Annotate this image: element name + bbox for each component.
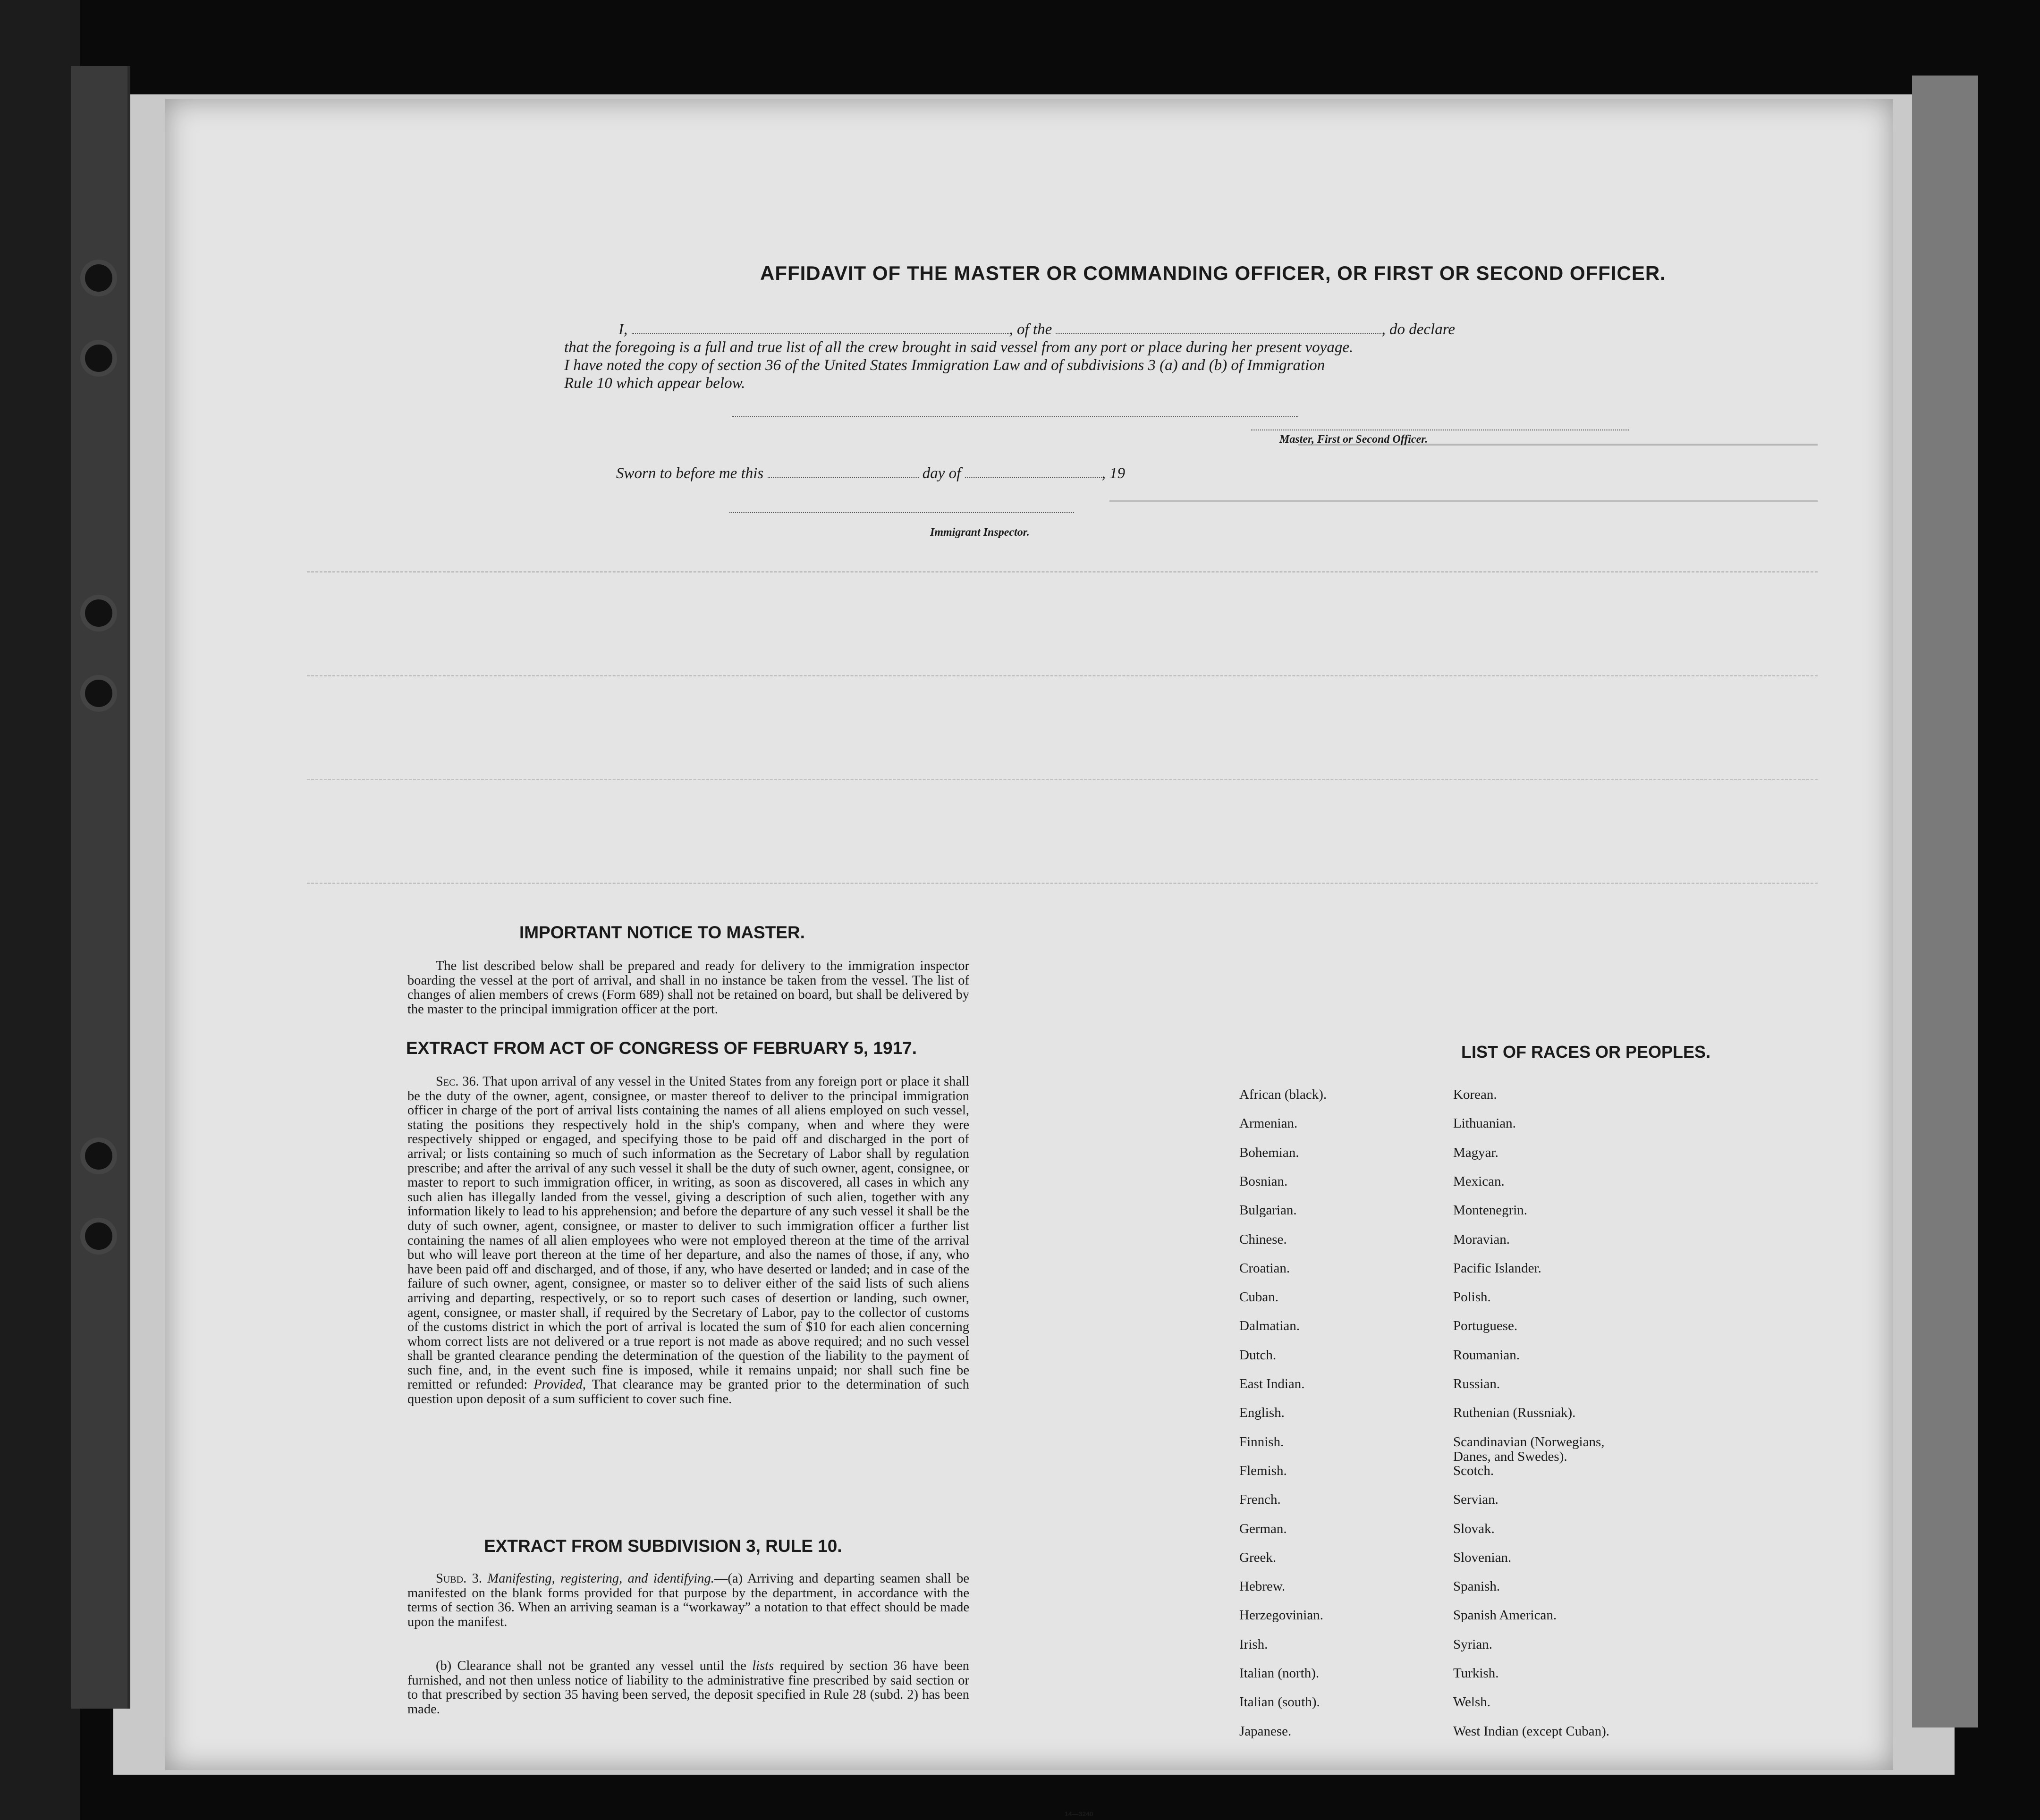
race-item: Lithuanian. [1453, 1116, 1516, 1131]
race-item: Slovenian. [1453, 1550, 1512, 1565]
sworn-line [616, 465, 1125, 482]
sworn-month-field[interactable] [965, 477, 1102, 478]
affidavit-declare-label: , do declare [1381, 321, 1455, 338]
race-item: Scotch. [1453, 1463, 1494, 1478]
race-item: Moravian. [1453, 1231, 1510, 1247]
race-item: Roumanian. [1453, 1347, 1520, 1363]
race-item: Turkish. [1453, 1666, 1499, 1681]
year-label: , 19 [1101, 465, 1126, 482]
race-item: Russian. [1453, 1376, 1500, 1391]
subd-heading: Manifesting, registering, and identifying. [487, 1571, 714, 1586]
affidavit-i-label: I, [618, 321, 628, 338]
binder-edge [0, 0, 80, 1820]
inspector-signature-line[interactable] [729, 512, 1074, 513]
affidavit-line-4: Rule 10 which appear below. [564, 375, 745, 392]
race-item: Hebrew. [1239, 1579, 1286, 1594]
subd-b-lists: lists [752, 1659, 774, 1673]
form-number: 14—3240 [1065, 1810, 1093, 1818]
race-item: Flemish. [1239, 1463, 1287, 1478]
affidavit-line-3: I have noted the copy of section 36 of the United States Immigration Law and of subdivisions 3 (a) and (b) of Immigration [564, 357, 1325, 374]
race-item: Pacific Islander. [1453, 1260, 1541, 1276]
binder-hole-icon [85, 1142, 112, 1170]
race-item: Italian (south). [1239, 1694, 1320, 1710]
race-item: Japanese. [1239, 1723, 1292, 1739]
race-item: Croatian. [1239, 1260, 1290, 1276]
race-item: Finnish. [1239, 1434, 1284, 1449]
race-item: African (black). [1239, 1087, 1327, 1102]
vessel-name-field[interactable] [1056, 333, 1381, 334]
extract-act-title: EXTRACT FROM ACT OF CONGRESS OF FEBRUARY 5, 1917. [406, 1038, 917, 1058]
race-item: Cuban. [1239, 1289, 1278, 1305]
race-item: Welsh. [1453, 1694, 1491, 1710]
divider-rule [732, 416, 1298, 417]
sworn-day-field[interactable] [768, 477, 919, 478]
subd-label: Subd. 3. [436, 1571, 482, 1586]
race-item: Dutch. [1239, 1347, 1277, 1363]
right-page-edge [1912, 76, 1978, 1727]
extract-act-text [407, 1075, 969, 1407]
binder-hole-icon [85, 1222, 112, 1250]
race-item: Scandinavian (Norwegians, [1453, 1434, 1605, 1449]
race-item: Servian. [1453, 1492, 1498, 1508]
affidavit-of-label: , of the [1009, 321, 1052, 338]
race-item: Slovak. [1453, 1521, 1495, 1536]
binder-hole-icon [85, 599, 112, 627]
race-item: German. [1239, 1521, 1287, 1536]
race-item: Portuguese. [1453, 1318, 1518, 1334]
race-item: Chinese. [1239, 1231, 1287, 1247]
notice-text: The list described below shall be prepared and ready for delivery to the immigration inspector boarding the vessel at the port of arrival, and shall in no instance be taken from the vessel. The list of changes of alien members of crews (Form 689) shall not be retained on board, but shall be delivered by the master to the principal immigration officer at the port. [407, 959, 969, 1017]
inspector-caption: Immigrant Inspector. [930, 526, 1030, 539]
rule-subd-text [407, 1572, 969, 1629]
affidavit-line-1 [618, 321, 1455, 338]
race-item: Magyar. [1453, 1145, 1498, 1160]
binder-hole-icon [85, 680, 112, 707]
race-item: Syrian. [1453, 1636, 1492, 1652]
master-caption: Master, First or Second Officer. [1279, 433, 1428, 446]
document-page [165, 99, 1893, 1818]
provided-label: Provided, [533, 1377, 586, 1392]
race-item: Mexican. [1453, 1173, 1505, 1189]
race-item: Polish. [1453, 1289, 1491, 1305]
race-item: Spanish American. [1453, 1608, 1557, 1623]
binder-hole-icon [85, 345, 112, 372]
race-item: Spanish. [1453, 1579, 1500, 1594]
race-item: French. [1239, 1492, 1281, 1508]
race-item: West Indian (except Cuban). [1453, 1723, 1610, 1739]
race-item: Bohemian. [1239, 1145, 1299, 1160]
binder-hole-icon [85, 264, 112, 292]
affidavit-line-2: that the foregoing is a full and true list of all the crew brought in said vessel from any port or place during her present voyage. [564, 339, 1354, 356]
section-label: Sec. 36. [436, 1074, 479, 1089]
race-item: Bulgarian. [1239, 1203, 1297, 1218]
race-item: Irish. [1239, 1636, 1268, 1652]
race-item: Korean. [1453, 1087, 1497, 1102]
section-36-text-end: That clearance may be granted prior to the determination of such question upon deposit of a sum sufficient to cover such fine. [407, 1377, 969, 1407]
extract-rule-title: EXTRACT FROM SUBDIVISION 3, RULE 10. [484, 1536, 842, 1556]
race-item: East Indian. [1239, 1376, 1305, 1391]
subd-b-text-2: required by section 36 have been furnished, and not then unless notice of liability to the administrative fine prescribed by said section or to that prescribed by section 35 having been served, the deposit specified in Rule 28 (subd. 2) has been made. [407, 1659, 970, 1717]
sworn-label: Sworn to before me this [616, 465, 764, 482]
day-of-label: day of [922, 465, 961, 482]
race-item: Ruthenian (Russniak). [1453, 1405, 1576, 1421]
races-title: LIST OF RACES OR PEOPLES. [1461, 1042, 1711, 1062]
race-item: Herzegovinian. [1239, 1608, 1323, 1623]
affidavit-title: AFFIDAVIT OF THE MASTER OR COMMANDING OFFICER, OR FIRST OR SECOND OFFICER. [760, 262, 1666, 284]
race-item: Italian (north). [1239, 1666, 1320, 1681]
subd-a-text: —(a) Arriving and departing seamen shall be manifested on the blank forms provided for that purpose by the department, in accordance with the terms of section 36. When an arriving seaman is a “workaway” a notation to that effect should be made upon the manifest. [407, 1571, 970, 1629]
race-item: Greek. [1239, 1550, 1277, 1565]
race-item: English. [1239, 1405, 1285, 1421]
race-item: Armenian. [1239, 1116, 1298, 1131]
rule-subd-b-text [407, 1659, 969, 1717]
officer-name-field[interactable] [632, 333, 1009, 334]
race-item: Bosnian. [1239, 1173, 1288, 1189]
race-item: Danes, and Swedes). [1453, 1449, 1567, 1465]
race-item: Dalmatian. [1239, 1318, 1300, 1334]
notice-title: IMPORTANT NOTICE TO MASTER. [519, 923, 805, 942]
race-item: Montenegrin. [1453, 1203, 1528, 1218]
binder-strip [71, 66, 130, 1709]
subd-b-text-1: (b) Clearance shall not be granted any vessel until the [436, 1659, 746, 1673]
section-36-text: That upon arrival of any vessel in the United States from any foreign port or place it shall be the duty of the owner, agent, consignee, or master thereof to deliver to the principal immigration officer in charge of the port of arrival lists containing the names of all aliens employed on such vessel, stating the positions they respectively hold in the ship's company, when and where they were respectively shipped or engaged, and specifying those to be paid off and discharged in the port of arrival; or lists containing so much of such information as the Secretary of Labor shall by regulation prescribe; and after the arrival of any such vessel it shall be the duty of such owner, agent, consignee, or master to report to such immigration officer, in writing, as soon as discovered, all cases in which any such alien has illegally landed from the vessel, giving a description of such alien, together with any information likely to lead to his apprehension; and before the departure of any such vessel it shall be the duty of such owner, agent, consignee, or master to deliver to such immigration officer a further list containing the names of all alien employees who were not employed thereon at the time of the arrival but who will leave port thereon at the time of her departure, and also the names of those, if any, who have been paid off and discharged, and of those, if any, who have deserted or landed; and in case of the failure of such owner, agent, consignee, or master so to deliver either of the said lists of such aliens arriving and departing, respectively, or so to report such cases of desertion or landing, such owner, agent, consignee, or master shall, if required by the Secretary of Labor, pay to the collector of customs of the customs district in which the port of arrival is located the sum of $10 for each alien concerning whom correct lists are not delivered or a true report is not made as above required; and no such vessel shall be granted clearance pending the determination of the question of the liability to the payment of such fine, and, in the event such fine is imposed, while it remains unpaid; nor shall such fine be remitted or refunded: [407, 1074, 969, 1392]
